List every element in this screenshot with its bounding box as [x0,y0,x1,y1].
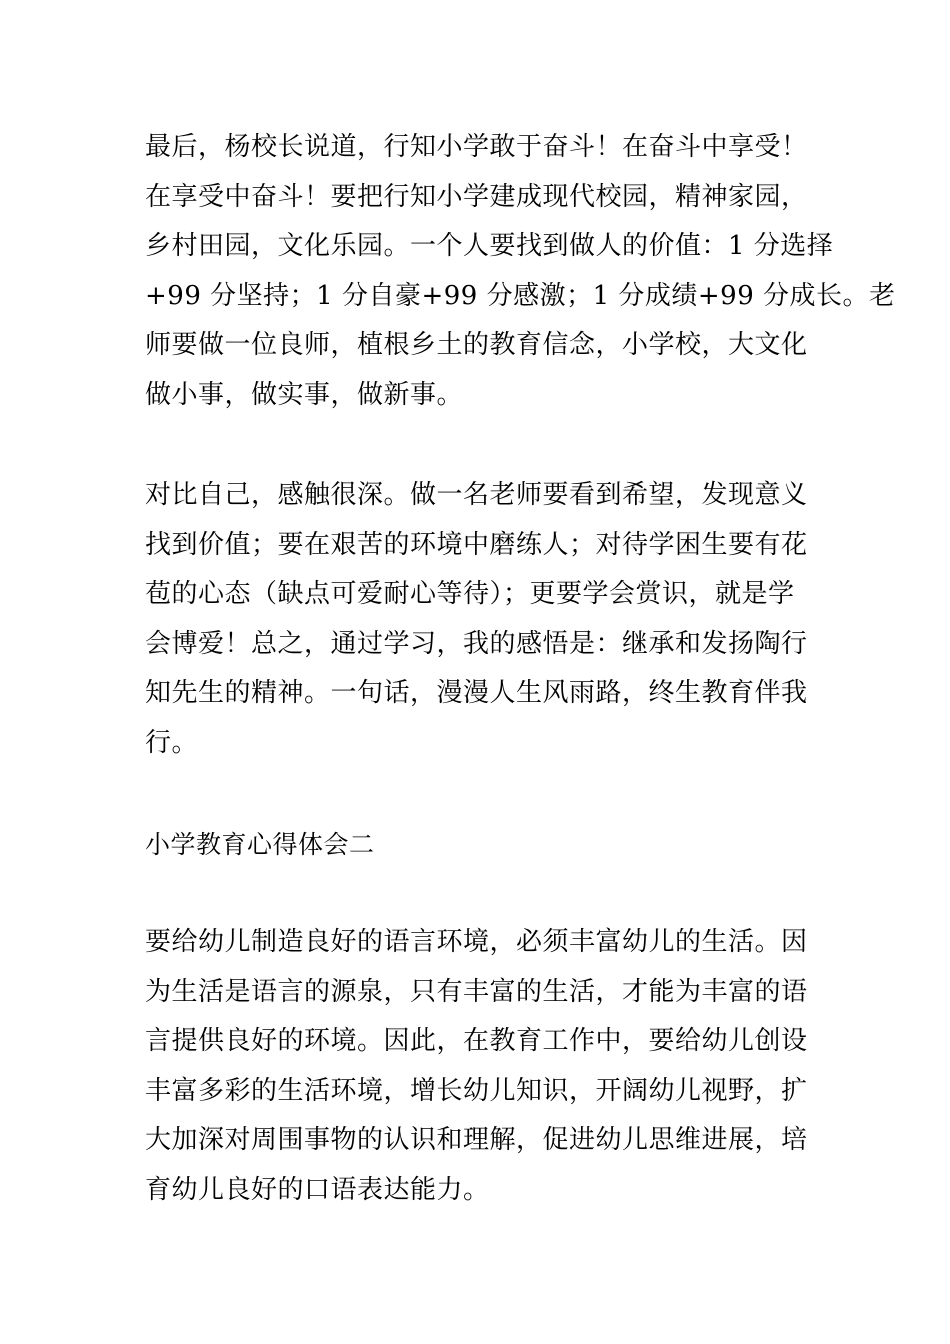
paragraph-line: 要给幼儿制造良好的语言环境，必须丰富幼儿的生活。因 [145,927,808,957]
paragraph-line: 师要做一位良师，植根乡土的教育信念，小学校，大文化 [145,330,808,360]
paragraph-line: 在享受中奋斗！要把行知小学建成现代校园，精神家园， [145,181,808,212]
paragraph-line: 乡村田园，文化乐园。一个人要找到做人的价值：1 分选择 [145,231,834,261]
paragraph-line: 育幼儿良好的口语表达能力。 [145,1174,490,1205]
paragraph-line: 大加深对周围事物的认识和理解，促进幼儿思维进展，培 [145,1125,808,1155]
paragraph-line: 行。 [145,727,199,758]
paragraph-line: +99 分坚持；1 分自豪+99 分感激；1 分成绩+99 分成长。老 [145,280,896,311]
paragraph-line: 言提供良好的环境。因此，在教育工作中，要给幼儿创设 [145,1026,808,1056]
paragraph-line: 丰富多彩的生活环境，增长幼儿知识，开阔幼儿视野，扩 [145,1075,808,1106]
paragraph-line: 苞的心态（缺点可爱耐心等待）；更要学会赏识，就是学 [145,579,795,609]
section-heading [145,820,810,870]
paragraph-1 [145,123,896,420]
paragraph-line: 知先生的精神。一句话，漫漫人生风雨路，终生教育伴我 [145,678,808,708]
paragraph-line: 为生活是语言的源泉，只有丰富的生活，才能为丰富的语 [145,976,808,1007]
paragraph-line: 最后，杨校长说道，行知小学敢于奋斗！在奋斗中享受！ [145,132,808,162]
paragraph-line: 找到价值；要在艰苦的环境中磨练人；对待学困生要有花 [145,529,808,560]
paragraph-line: 做小事，做实事，做新事。 [145,379,464,410]
paragraph-3 [145,918,810,1215]
section-heading-text: 小学教育心得体会二 [145,830,375,859]
paragraph-2 [145,471,810,768]
paragraph-line: 会博爱！总之，通过学习，我的感悟是：继承和发扬陶行 [145,628,808,659]
paragraph-line: 对比自己，感触很深。做一名老师要看到希望，发现意义 [145,480,808,510]
